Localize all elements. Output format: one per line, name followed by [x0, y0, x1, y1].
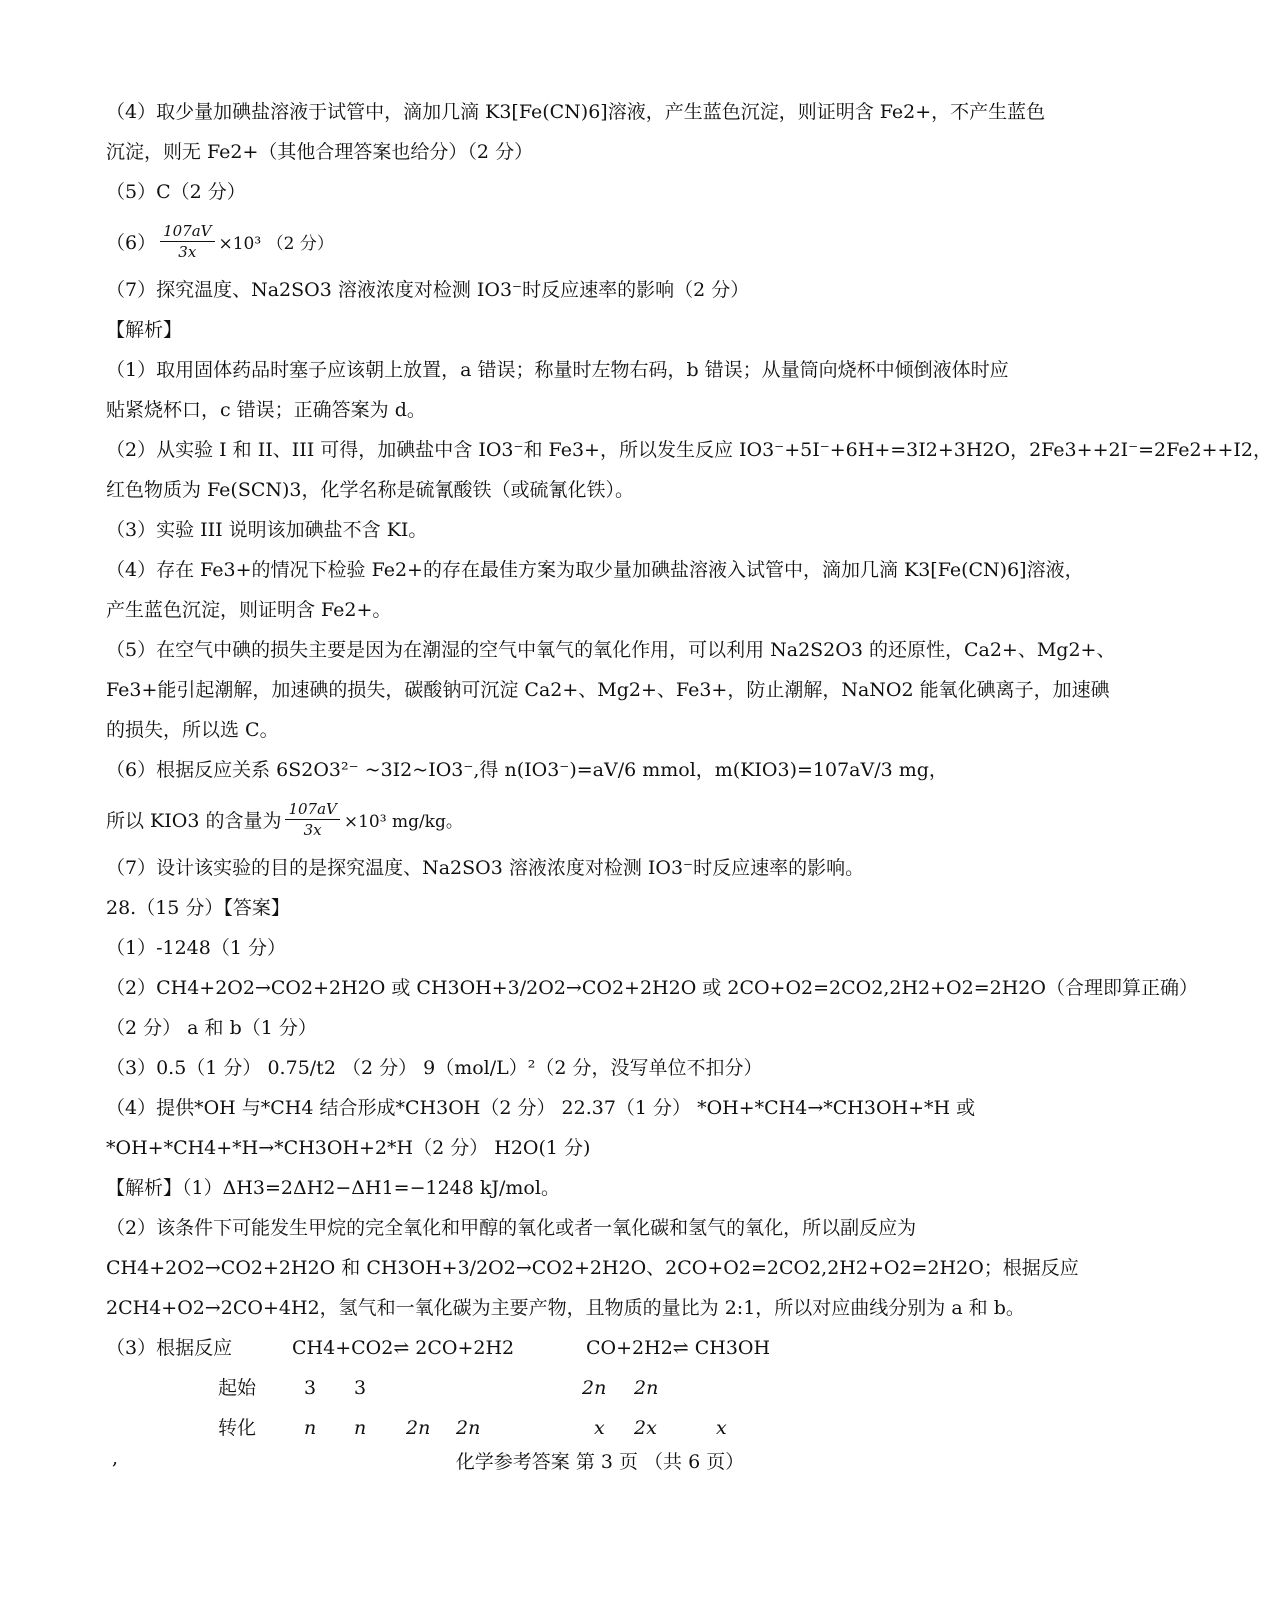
text-line: （5）C（2 分） [106, 181, 246, 203]
text-line: 沉淀，则无 Fe2+（其他合理答案也给分）（2 分） [106, 141, 534, 163]
page-footer: 化学参考答案 第 3 页 （共 6 页） [455, 1451, 745, 1473]
q6-denominator: 3x [178, 242, 197, 261]
q6-numerator: 107aV [160, 222, 214, 242]
text-line: （2 分） a 和 b（1 分） [106, 1017, 317, 1039]
q3-reaction-2: CO+2H2⇌ CH3OH [586, 1337, 771, 1359]
kio3-prefix: 所以 KIO3 的含量为 [106, 809, 282, 832]
kio3-numerator: 107aV [285, 800, 339, 820]
text-line: （4）存在 Fe3+的情况下检验 Fe2+的存在最佳方案为取少量加碘盐溶液入试管中，滴加几滴 K3[Fe(CN)6]溶液， [106, 559, 1084, 581]
footer-mark: , [112, 1447, 119, 1469]
text-line: （7）探究温度、Na2SO3 溶液浓度对检测 IO3⁻时反应速率的影响（2 分） [106, 279, 750, 301]
q3-label: （3）根据反应 [106, 1337, 233, 1359]
q3-conversion-value: 2n [406, 1417, 431, 1439]
q3-conversion-value: x [594, 1417, 605, 1439]
q3-conversion-value: n [304, 1417, 317, 1439]
text-line: 2CH4+O2→2CO+4H2，氢气和一氧化碳为主要产物，且物质的量比为 2:1，所以对应曲线分别为 a 和 b。 [106, 1297, 1025, 1319]
text-line: *OH+*CH4+*H→*CH3OH+2*H（2 分） H2O(1 分) [106, 1137, 591, 1159]
text-line: Fe3+能引起潮解，加速碘的损失，碳酸钠可沉淀 Ca2+、Mg2+、Fe3+，防止潮解，NaNO2 能氧化碘离子，加速碘 [106, 679, 1110, 701]
text-line: 产生蓝色沉淀，则证明含 Fe2+。 [106, 599, 392, 621]
kio3-denominator: 3x [303, 820, 322, 839]
text-line: （2）从实验 I 和 II、III 可得，加碘盐中含 IO3⁻和 Fe3+，所以发生反应 IO3⁻+5I⁻+6H+=3I2+3H2O，2Fe3++2I⁻=2Fe2++I2， [106, 439, 1272, 461]
q3-reaction-row [106, 1328, 1096, 1368]
q3-conversion-value: 2x [634, 1417, 657, 1439]
text-line: 红色物质为 Fe(SCN)3，化学名称是硫氰酸铁（或硫氰化铁）。 [106, 479, 635, 501]
text-line: （4）提供*OH 与*CH4 结合形成*CH3OH（2 分） 22.37（1 分） *OH+*CH4→*CH3OH+*H 或 [106, 1097, 976, 1119]
kio3-content [106, 790, 1096, 848]
q3-conversion-value: x [716, 1417, 727, 1439]
q6-prefix: （6） [106, 231, 157, 254]
q3-start-label: 起始 [218, 1377, 257, 1399]
q3-conversion-value: n [354, 1417, 367, 1439]
text-line: （6）根据反应关系 6S2O3²⁻ ~3I2~IO3⁻,得 n(IO3⁻)=aV/6 mmol，m(KIO3)=107aV/3 mg， [106, 759, 948, 781]
text-line: （5）在空气中碘的损失主要是因为在潮湿的空气中氧气的氧化作用，可以利用 Na2S2O3 的还原性，Ca2+、Mg2+、 [106, 639, 1116, 661]
q3-conversion-value: 2n [456, 1417, 481, 1439]
kio3-fraction [285, 800, 339, 839]
q3-start-value: 2n [582, 1377, 607, 1399]
q3-start-row [106, 1368, 1096, 1408]
text-line: （1）-1248（1 分） [106, 937, 286, 959]
text-line: （2）该条件下可能发生甲烷的完全氧化和甲醇的氧化或者一氧化碳和氢气的氧化，所以副反应为 [106, 1217, 917, 1239]
text-line: （2）CH4+2O2→CO2+2H2O 或 CH3OH+3/2O2→CO2+2H2O 或 2CO+O2=2CO2,2H2+O2=2H2O（合理即算正确） [106, 977, 1198, 999]
answer-page [106, 92, 1272, 1448]
q3-start-value: 3 [354, 1377, 367, 1399]
text-line: （1）取用固体药品时塞子应该朝上放置，a 错误；称量时左物右码，b 错误；从量筒向烧杯中倾倒液体时应 [106, 359, 1009, 381]
q3-start-value: 2n [634, 1377, 659, 1399]
q6-tail: ×10³ （2 分） [218, 233, 334, 254]
text-line: CH4+2O2→CO2+2H2O 和 CH3OH+3/2O2→CO2+2H2O、2CO+O2=2CO2,2H2+O2=2H2O；根据反应 [106, 1257, 1079, 1279]
q3-conversion-row [106, 1408, 1096, 1448]
q6-fraction [160, 222, 214, 261]
text-line: （3）实验 III 说明该加碘盐不含 KI。 [106, 519, 428, 541]
text-line: （7）设计该实验的目的是探究温度、Na2SO3 溶液浓度对检测 IO3⁻时反应速率的影响。 [106, 857, 865, 879]
text-line: （3）0.5（1 分） 0.75/t2 （2 分） 9（mol/L）²（2 分，没写单位不扣分） [106, 1057, 763, 1079]
section-heading: 【解析】 [106, 319, 183, 341]
kio3-tail: ×10³ mg/kg。 [343, 811, 463, 832]
q6-answer [106, 212, 1096, 270]
text-line: 【解析】（1）ΔH3=2ΔH2−ΔH1=−1248 kJ/mol。 [106, 1177, 560, 1199]
text-line: 的损失，所以选 C。 [106, 719, 279, 741]
q3-start-value: 3 [304, 1377, 317, 1399]
text-line: 贴紧烧杯口，c 错误；正确答案为 d。 [106, 399, 426, 421]
q3-conversion-label: 转化 [218, 1417, 257, 1439]
q3-reaction-1: CH4+CO2⇌ 2CO+2H2 [292, 1337, 515, 1359]
text-line: （4）取少量加碘盐溶液于试管中，滴加几滴 K3[Fe(CN)6]溶液，产生蓝色沉淀，则证明含 Fe2+，不产生蓝色 [106, 101, 1046, 123]
section-heading: 28.（15 分）【答案】 [106, 897, 290, 919]
